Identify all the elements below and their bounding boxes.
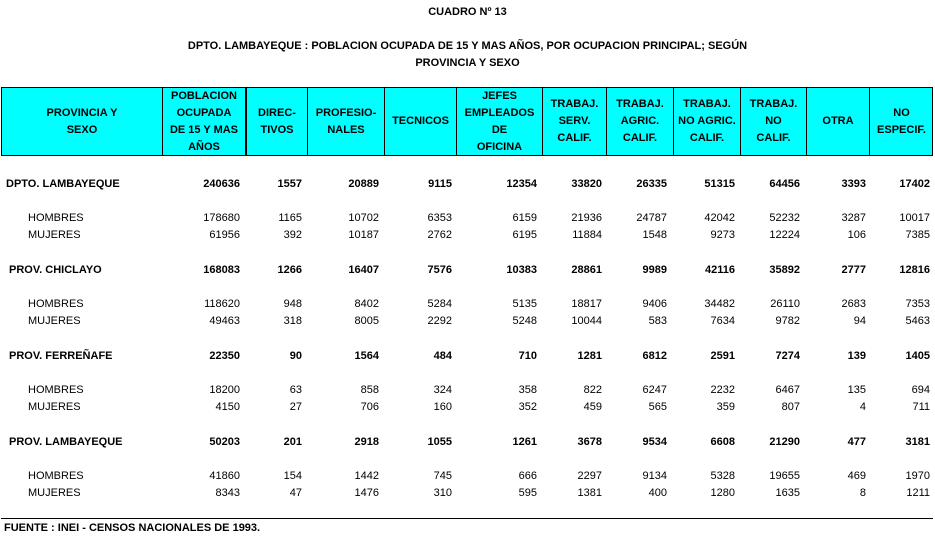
table-cell: 139 — [847, 350, 866, 362]
table-cell: 706 — [360, 401, 379, 413]
table-cell: 5135 — [512, 298, 537, 310]
table-cell: 9406 — [642, 298, 667, 310]
table-cell: 2762 — [427, 229, 452, 241]
row-label: DPTO. LAMBAYEQUE — [6, 178, 120, 190]
table-cell: 310 — [433, 487, 452, 499]
table-cell: 42042 — [704, 212, 735, 224]
table-cell: 10702 — [348, 212, 379, 224]
table-cell: 666 — [518, 470, 537, 482]
table-cell: 484 — [433, 350, 452, 362]
table-cell: 2297 — [577, 470, 602, 482]
table-cell: 12354 — [506, 178, 537, 190]
table-cell: 7576 — [427, 264, 452, 276]
table-cell: 9134 — [642, 470, 667, 482]
table-cell: 18817 — [571, 298, 602, 310]
table-cell: 1381 — [577, 487, 602, 499]
table-row — [0, 401, 935, 415]
column-header-9: TRABAJ. NO CALIF. — [740, 88, 806, 155]
table-cell: 106 — [847, 229, 866, 241]
table-cell: 9273 — [710, 229, 735, 241]
table-cell: 168083 — [203, 264, 240, 276]
table-cell: 6812 — [642, 350, 667, 362]
table-row — [0, 298, 935, 312]
table-cell: 201 — [283, 436, 302, 448]
source-note: FUENTE : INEI - CENSOS NACIONALES DE 1993. — [4, 522, 261, 534]
column-header-6: TRABAJ. SERV. CALIF. — [542, 88, 606, 155]
table-cell: 7353 — [905, 298, 930, 310]
column-header-8: TRABAJ. NO AGRIC. CALIF. — [673, 88, 740, 155]
table-cell: 710 — [518, 350, 537, 362]
row-label: MUJERES — [28, 487, 81, 499]
table-cell: 18200 — [209, 384, 240, 396]
table-row-total — [0, 350, 935, 364]
table-cell: 807 — [781, 401, 800, 413]
table-cell: 47 — [289, 487, 302, 499]
table-header — [1, 87, 933, 156]
table-cell: 5284 — [427, 298, 452, 310]
table-cell: 64456 — [769, 178, 800, 190]
table-cell: 1165 — [278, 212, 302, 224]
table-cell: 19655 — [769, 470, 800, 482]
table-row — [0, 384, 935, 398]
table-cell: 35892 — [769, 264, 800, 276]
table-cell: 1211 — [906, 487, 930, 499]
table-cell: 28861 — [571, 264, 602, 276]
table-cell: 135 — [847, 384, 866, 396]
table-cell: 9115 — [428, 178, 452, 190]
table-cell: 6159 — [512, 212, 537, 224]
table-cell: 565 — [648, 401, 667, 413]
table-row — [0, 470, 935, 484]
column-header-11: NO ESPECIF. — [869, 88, 933, 155]
table-cell: 392 — [283, 229, 302, 241]
table-cell: 12224 — [769, 229, 800, 241]
table-cell: 11884 — [572, 229, 602, 241]
column-header-3: PROFESIO- NALES — [307, 88, 384, 155]
table-cell: 49463 — [209, 315, 240, 327]
row-label: HOMBRES — [28, 298, 84, 310]
table-cell: 8402 — [354, 298, 379, 310]
column-header-1: POBLACION OCUPADA DE 15 Y MAS AÑOS — [162, 88, 245, 155]
table-cell: 90 — [289, 350, 302, 362]
table-cell: 21936 — [571, 212, 602, 224]
table-row — [0, 487, 935, 501]
table-cell: 1055 — [427, 436, 452, 448]
row-label: HOMBRES — [28, 384, 84, 396]
column-header-7: TRABAJ. AGRIC. CALIF. — [606, 88, 673, 155]
footer-rule — [1, 518, 933, 519]
table-cell: 1405 — [905, 350, 930, 362]
table-cell: 1281 — [577, 350, 602, 362]
table-cell: 595 — [518, 487, 537, 499]
table-cell: 118620 — [204, 298, 240, 310]
table-cell: 26110 — [770, 298, 800, 310]
table-cell: 858 — [360, 384, 379, 396]
table-cell: 2918 — [354, 436, 379, 448]
table-cell: 33820 — [571, 178, 602, 190]
table-cell: 21290 — [769, 436, 800, 448]
table-row-total — [0, 264, 935, 278]
table-cell: 1266 — [277, 264, 302, 276]
table-cell: 63 — [289, 384, 302, 396]
table-cell: 7274 — [775, 350, 800, 362]
table-cell: 3181 — [905, 436, 930, 448]
table-cell: 711 — [912, 401, 930, 413]
table-cell: 6247 — [642, 384, 667, 396]
table-cell: 2683 — [841, 298, 866, 310]
row-label: HOMBRES — [28, 470, 84, 482]
table-row — [0, 212, 935, 226]
table-title-line2: PROVINCIA Y SEXO — [415, 57, 520, 69]
row-label: PROV. CHICLAYO — [9, 264, 102, 276]
column-header-2: DIREC- TIVOS — [245, 88, 307, 155]
table-cell: 61956 — [209, 229, 240, 241]
table-cell: 4150 — [215, 401, 240, 413]
table-cell: 359 — [716, 401, 735, 413]
table-cell: 822 — [583, 384, 602, 396]
table-cell: 24787 — [636, 212, 667, 224]
table-cell: 6195 — [512, 229, 537, 241]
table-cell: 26335 — [636, 178, 667, 190]
table-cell: 358 — [518, 384, 537, 396]
table-cell: 583 — [648, 315, 667, 327]
table-cell: 16407 — [348, 264, 379, 276]
table-cell: 948 — [283, 298, 302, 310]
table-cell: 1564 — [354, 350, 379, 362]
table-cell: 10044 — [571, 315, 602, 327]
table-cell: 1280 — [710, 487, 735, 499]
table-cell: 1548 — [642, 229, 667, 241]
table-cell: 50203 — [209, 436, 240, 448]
table-cell: 1970 — [905, 470, 930, 482]
table-cell: 6353 — [427, 212, 452, 224]
table-row — [0, 315, 935, 329]
row-label: PROV. FERREÑAFE — [9, 350, 113, 362]
table-cell: 17402 — [899, 178, 930, 190]
table-cell: 352 — [518, 401, 537, 413]
table-cell: 42116 — [705, 264, 735, 276]
table-cell: 10017 — [899, 212, 930, 224]
table-cell: 8 — [859, 487, 866, 499]
table-row — [0, 229, 935, 243]
row-label: MUJERES — [28, 229, 81, 241]
table-cell: 27 — [289, 401, 302, 413]
table-cell: 8343 — [215, 487, 240, 499]
table-cell: 3678 — [577, 436, 602, 448]
table-title-line1: DPTO. LAMBAYEQUE : POBLACION OCUPADA DE 15 Y MAS AÑOS, POR OCUPACION PRINCIPAL; SEGÚN — [187, 40, 748, 52]
table-cell: 5463 — [905, 315, 930, 327]
table-cell: 318 — [283, 315, 302, 327]
table-cell: 1261 — [512, 436, 537, 448]
table-cell: 20889 — [348, 178, 379, 190]
table-cell: 7634 — [710, 315, 735, 327]
row-label: MUJERES — [28, 315, 81, 327]
table-cell: 6608 — [710, 436, 735, 448]
row-label: HOMBRES — [28, 212, 84, 224]
table-row-total — [0, 178, 935, 192]
table-cell: 10383 — [506, 264, 537, 276]
table-cell: 51315 — [704, 178, 735, 190]
table-cell: 1635 — [775, 487, 800, 499]
table-cell: 477 — [847, 436, 866, 448]
table-cell: 94 — [853, 315, 866, 327]
table-cell: 324 — [433, 384, 452, 396]
table-cell: 4 — [859, 401, 866, 413]
table-cell: 22350 — [209, 350, 240, 362]
table-cell: 1557 — [277, 178, 302, 190]
table-number: CUADRO Nº 13 — [428, 6, 507, 18]
row-label: PROV. LAMBAYEQUE — [9, 436, 123, 448]
column-header-0: PROVINCIA Y SEXO — [46, 106, 118, 136]
table-cell: 5248 — [512, 315, 537, 327]
table-cell: 2292 — [427, 315, 452, 327]
table-cell: 2232 — [710, 384, 735, 396]
table-cell: 469 — [847, 470, 866, 482]
table-cell: 12816 — [899, 264, 930, 276]
table-cell: 1476 — [354, 487, 379, 499]
column-header-10: OTRA — [806, 88, 869, 155]
table-cell: 9782 — [775, 315, 800, 327]
table-cell: 400 — [648, 487, 667, 499]
table-cell: 8005 — [354, 315, 379, 327]
table-cell: 694 — [911, 384, 930, 396]
column-header-4: TECNICOS — [384, 88, 456, 155]
table-cell: 41860 — [209, 470, 240, 482]
table-cell: 459 — [583, 401, 602, 413]
table-cell: 160 — [433, 401, 452, 413]
table-cell: 34482 — [704, 298, 735, 310]
row-label: MUJERES — [28, 401, 81, 413]
table-cell: 9989 — [642, 264, 667, 276]
table-cell: 9534 — [642, 436, 667, 448]
table-cell: 52232 — [769, 212, 800, 224]
table-cell: 2777 — [841, 264, 866, 276]
table-cell: 7385 — [905, 229, 930, 241]
table-cell: 10187 — [348, 229, 379, 241]
table-cell: 6467 — [775, 384, 800, 396]
table-cell: 178680 — [203, 212, 240, 224]
column-header-5: JEFES EMPLEADOS DE OFICINA — [456, 88, 542, 155]
table-cell: 1442 — [354, 470, 379, 482]
table-cell: 3287 — [841, 212, 866, 224]
table-cell: 745 — [433, 470, 452, 482]
table-cell: 2591 — [710, 350, 735, 362]
table-cell: 240636 — [203, 178, 240, 190]
table-row-total — [0, 436, 935, 450]
table-cell: 3393 — [841, 178, 866, 190]
table-cell: 5328 — [710, 470, 735, 482]
table-cell: 154 — [283, 470, 302, 482]
